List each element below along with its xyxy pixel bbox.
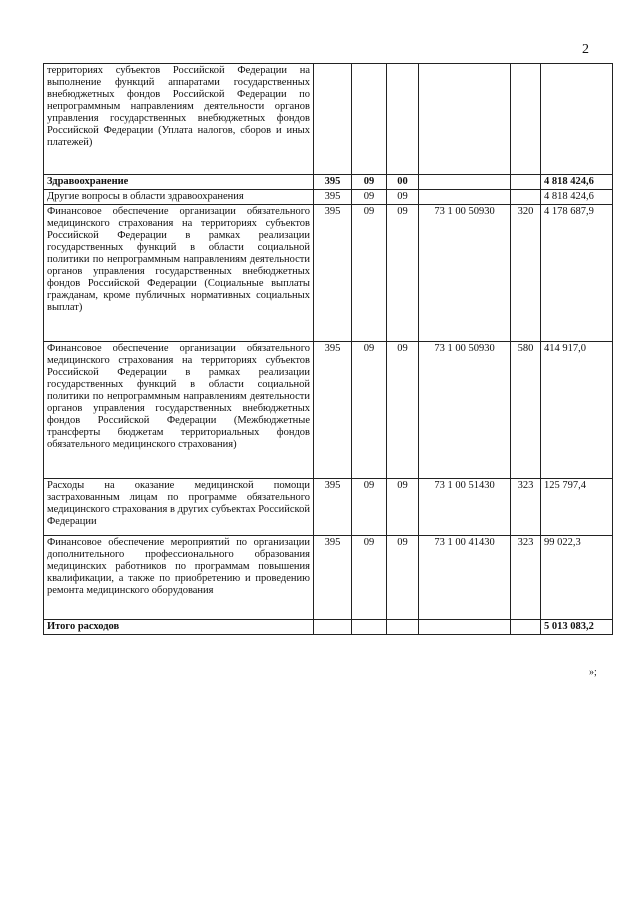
expenditure-table (43, 63, 613, 635)
expense-type-code: 323 (511, 479, 541, 536)
table-row (44, 190, 613, 205)
row-description: Другие вопросы в области здравоохранения (44, 190, 314, 205)
amount: 5 013 083,2 (541, 620, 613, 635)
row-description: Финансовое обеспечение организации обязательного медицинского страхования на территориях субъектов Российской Федерации в рамках реализации государственных функций в области социальной политики по непрограммным направлениям деятельности органов управления государственных внебюджетных фондов Российской Федерации (Социальные выплаты гражданам, кроме публичных нормативных социальных выплат) (44, 205, 314, 342)
section-code: 09 (352, 190, 387, 205)
subsection-code (387, 64, 419, 175)
subsection-code: 00 (387, 175, 419, 190)
row-description: территориях субъектов Российской Федерации на выполнение функций аппаратами государственных внебюджетных фондов Российской Федерации по непрограммным направлениям деятельности органов управления государственных внебюджетных фондов Российской Федерации (Уплата налогов, сборов и иных платежей) (44, 64, 314, 175)
ministry-code: 395 (314, 190, 352, 205)
ministry-code (314, 620, 352, 635)
target-article-code (419, 620, 511, 635)
section-code: 09 (352, 342, 387, 479)
ministry-code: 395 (314, 342, 352, 479)
target-article-code (419, 64, 511, 175)
section-code: 09 (352, 175, 387, 190)
ministry-code: 395 (314, 175, 352, 190)
amount: 99 022,3 (541, 536, 613, 620)
expense-type-code (511, 620, 541, 635)
target-article-code: 73 1 00 50930 (419, 205, 511, 342)
section-code (352, 64, 387, 175)
subsection-code (387, 620, 419, 635)
target-article-code: 73 1 00 50930 (419, 342, 511, 479)
target-article-code (419, 190, 511, 205)
subsection-code: 09 (387, 479, 419, 536)
expense-type-code: 580 (511, 342, 541, 479)
amount: 4 818 424,6 (541, 175, 613, 190)
expense-type-code (511, 175, 541, 190)
row-description: Итого расходов (44, 620, 314, 635)
amount: 4 178 687,9 (541, 205, 613, 342)
ministry-code: 395 (314, 205, 352, 342)
target-article-code: 73 1 00 51430 (419, 479, 511, 536)
table-row (44, 620, 613, 635)
section-code: 09 (352, 479, 387, 536)
target-article-code: 73 1 00 41430 (419, 536, 511, 620)
amount: 414 917,0 (541, 342, 613, 479)
row-description: Финансовое обеспечение организации обязательного медицинского страхования на территориях субъектов Российской Федерации в рамках реализации государственных функций в области социальной политики по непрограммным направлениям деятельности органов управления государственных внебюджетных фондов Российской Федерации (Межбюджетные трансферты бюджетам территориальных фондов обязательного медицинского страхования) (44, 342, 314, 479)
section-code (352, 620, 387, 635)
closing-quote-mark: »; (589, 667, 597, 678)
subsection-code: 09 (387, 190, 419, 205)
page-number: 2 (582, 42, 589, 57)
subsection-code: 09 (387, 536, 419, 620)
row-description: Финансовое обеспечение мероприятий по организации дополнительного профессионального образования медицинских работников по программам повышения квалификации, а также по приобретению и проведению ремонта медицинского оборудования (44, 536, 314, 620)
table-row (44, 64, 613, 175)
section-code: 09 (352, 536, 387, 620)
ministry-code (314, 64, 352, 175)
expense-type-code: 323 (511, 536, 541, 620)
target-article-code (419, 175, 511, 190)
subsection-code: 09 (387, 342, 419, 479)
expense-type-code: 320 (511, 205, 541, 342)
row-description: Расходы на оказание медицинской помощи застрахованным лицам по программе обязательного медицинского страхования в других субъектах Российской Федерации (44, 479, 314, 536)
expense-type-code (511, 64, 541, 175)
table-row (44, 205, 613, 342)
ministry-code: 395 (314, 536, 352, 620)
subsection-code: 09 (387, 205, 419, 342)
row-description: Здравоохранение (44, 175, 314, 190)
amount: 125 797,4 (541, 479, 613, 536)
section-code: 09 (352, 205, 387, 342)
ministry-code: 395 (314, 479, 352, 536)
table-row (44, 479, 613, 536)
amount (541, 64, 613, 175)
table-row (44, 175, 613, 190)
table-row (44, 536, 613, 620)
table-row (44, 342, 613, 479)
expense-type-code (511, 190, 541, 205)
amount: 4 818 424,6 (541, 190, 613, 205)
